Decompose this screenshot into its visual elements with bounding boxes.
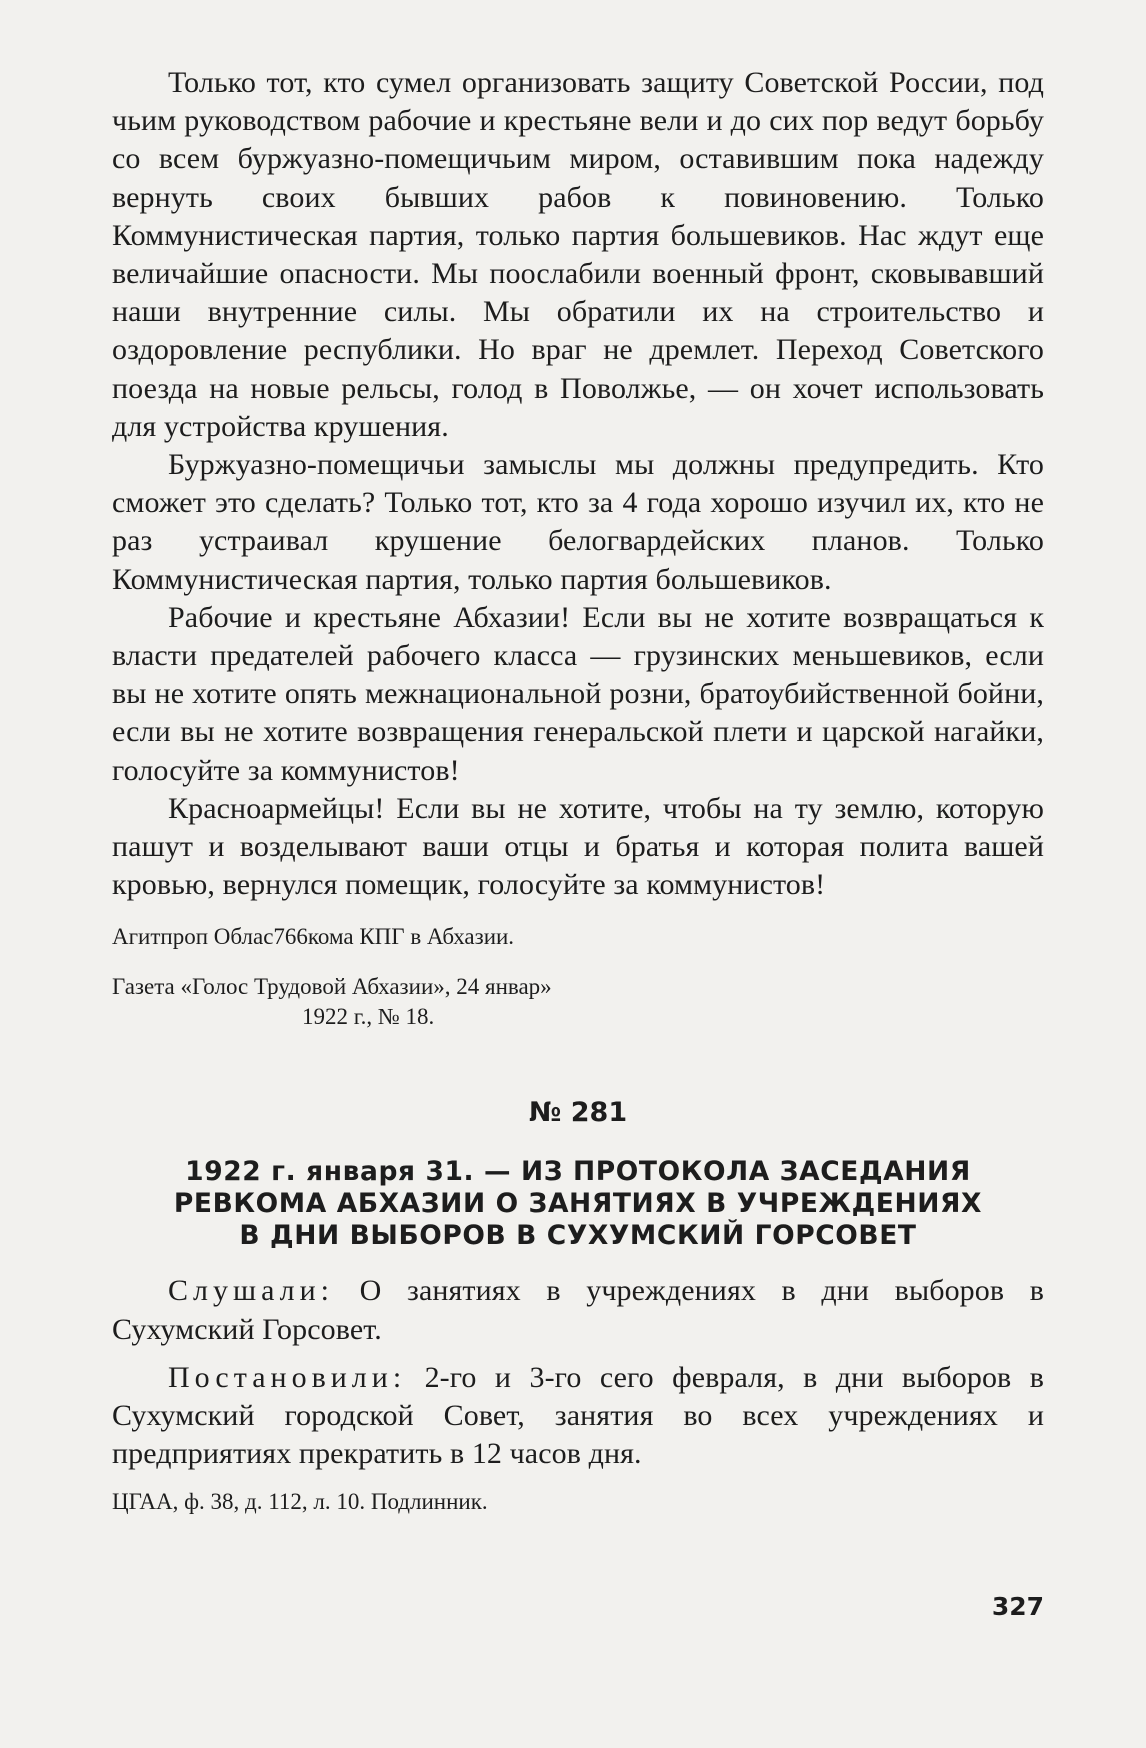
heard-paragraph	[112, 1272, 1044, 1348]
resolved-text: 2-го и 3-го сего февраля, в дни выборов в Сухумский городской Совет, занятия во всех учреждениях и предприятиях прекратить в 12 часов дня.	[112, 1360, 1044, 1471]
resolved-paragraph	[112, 1359, 1044, 1474]
document-number: № 281	[528, 1097, 628, 1129]
document-title-line-1: 1922 г. января 31. — ИЗ ПРОТОКОЛА ЗАСЕДАНИЯ	[185, 1156, 971, 1188]
archive-reference: ЦГАА, ф. 38, д. 112, л. 10. Подлинник.	[112, 1489, 488, 1515]
paragraph-2: Буржуазно-помещичьи замыслы мы должны предупредить. Кто сможет это сделать? Только тот, кто за 4 года хорошо изучил их, кто не раз устраивал крушение белогвардейских планов. Только Коммунистическая партия, только партия большевиков.	[112, 448, 1044, 596]
heard-text: О занятиях в учреждениях в дни выборов в Сухумский Горсовет.	[112, 1274, 1044, 1346]
paragraph-3: Рабочие и крестьяне Абхазии! Если вы не хотите возвращаться к власти предателей рабочего класса — грузинских меньшевиков, если вы не хотите опять межнациональной розни, братоубийственной бойни, если вы не хотите возвращения генеральской плети и царской нагайки, голосуйте за коммунистов!	[112, 600, 1044, 787]
signature: Агитпроп Облас766кома КПГ в Абхазии.	[112, 924, 515, 950]
document-title-line-2: РЕВКОМА АБХАЗИИ О ЗАНЯТИЯХ В УЧРЕЖДЕНИЯХ	[173, 1188, 983, 1220]
source-line-2: 1922 г., № 18.	[302, 1004, 435, 1030]
resolved-label: Постановили:	[168, 1360, 407, 1394]
heard-label: Слушали:	[168, 1274, 335, 1308]
source-citation	[112, 972, 1044, 1032]
text-column	[112, 64, 1044, 1517]
document-title	[112, 1156, 1044, 1252]
document-title-line-3: В ДНИ ВЫБОРОВ В СУХУМСКИЙ ГОРСОВЕТ	[239, 1220, 917, 1252]
page-number: 327	[991, 1592, 1044, 1621]
paragraph-4: Красноармейцы! Если вы не хотите, чтобы на ту землю, которую пашут и возделывают ваши отцы и братья и которая полита вашей кровью, вернулся помещик, голосуйте за коммунистов!	[112, 791, 1044, 902]
paragraph-1: Только тот, кто сумел организовать защиту Советской России, под чьим руководством рабочие и крестьяне вели и до сих пор ведут борьбу со всем буржуазно-помещичьим миром, оставившим пока надежду вернуть своих бывших рабов к повиновению. Только Коммунистическая партия, только партия большевиков. Нас ждут еще величайшие опасности. Мы поослабили военный фронт, сковывавший наши внутренние силы. Мы обратили их на строительство и оздоровление республики. Но враг не дремлет. Переход Советского поезда на новые рельсы, голод в Поволжье, — он хочет использовать для устройства крушения.	[112, 66, 1044, 443]
source-line-1: Газета «Голос Трудовой Абхазии», 24 январ»	[112, 974, 552, 1000]
